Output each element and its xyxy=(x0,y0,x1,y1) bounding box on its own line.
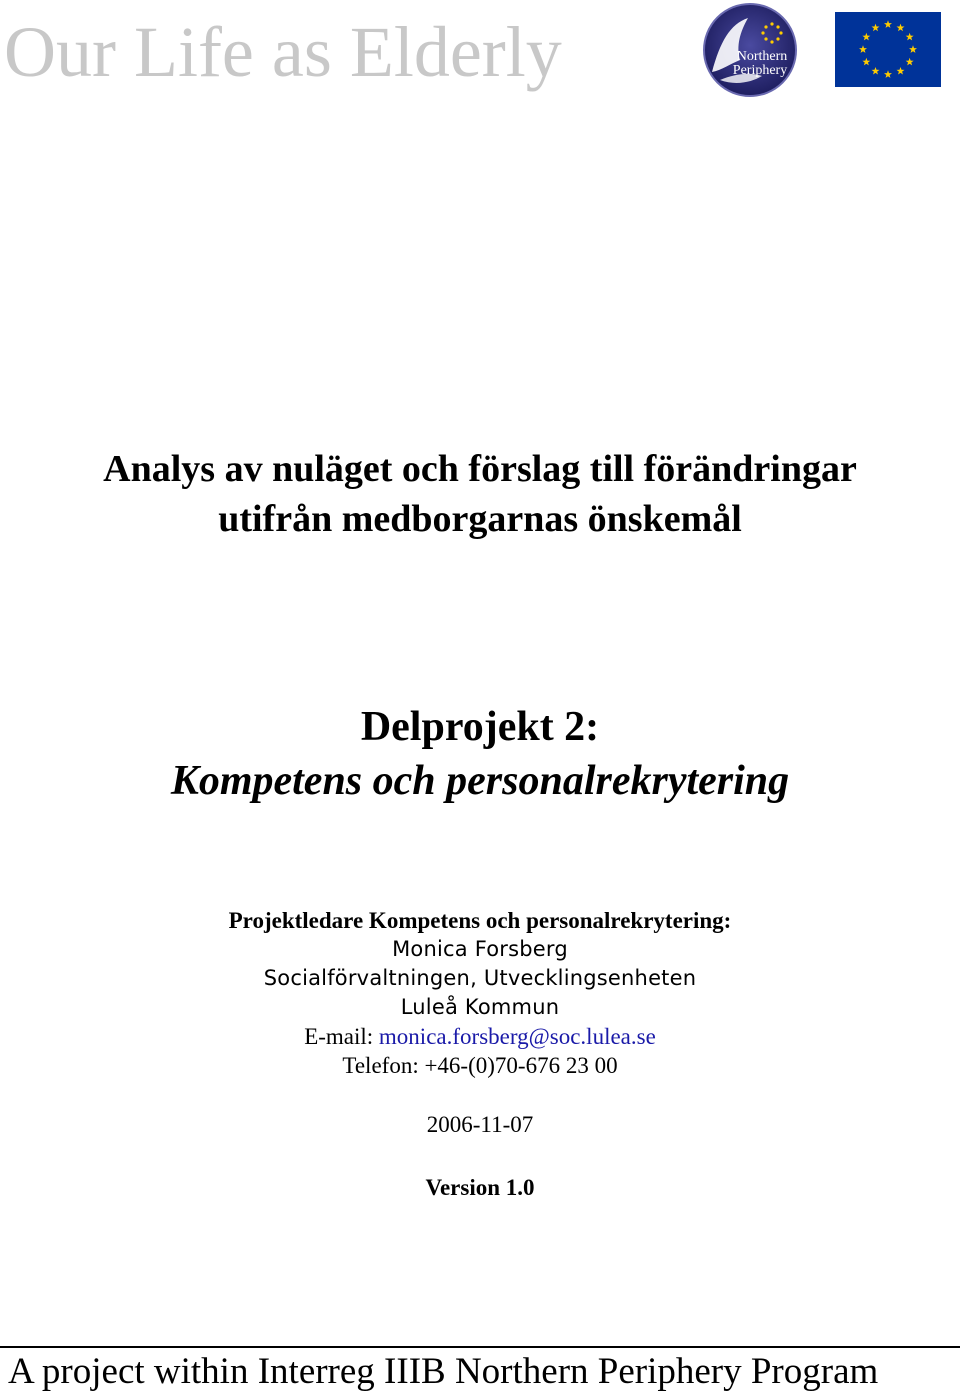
contact-name: Monica Forsberg xyxy=(392,937,568,961)
document-date: 2006-11-07 xyxy=(426,1112,534,1137)
contact-department: Socialförvaltningen, Utvecklingsenheten xyxy=(263,966,697,990)
logo-text-northern: Northern xyxy=(736,49,788,64)
northern-periphery-logo xyxy=(700,2,800,98)
role-label: Projektledare Kompetens och personalrekrytering: xyxy=(228,908,732,933)
email-row xyxy=(0,1022,960,1051)
email-label: E-mail: xyxy=(304,1024,379,1049)
eu-flag-icon xyxy=(835,12,941,87)
contact-municipality: Luleå Kommun xyxy=(400,995,560,1019)
subproject-number: Delprojekt 2: xyxy=(360,704,600,750)
header-title: Our Life as Elderly xyxy=(4,12,562,92)
subproject-title: Kompetens och personalrekrytering xyxy=(170,758,790,804)
document-version: Version 1.0 xyxy=(425,1175,535,1200)
contact-block xyxy=(0,906,960,1080)
main-title xyxy=(0,444,960,544)
email-link[interactable]: monica.forsberg@soc.lulea.se xyxy=(378,1024,656,1049)
main-title-line2: utifrån medborgarnas önskemål xyxy=(218,498,742,540)
footer-divider xyxy=(0,1346,960,1348)
footer-text: A project within Interreg IIIB Northern Periphery Program xyxy=(8,1351,879,1392)
contact-phone: Telefon: +46-(0)70-676 23 00 xyxy=(342,1053,618,1078)
logo-text-periphery: Periphery xyxy=(732,63,788,78)
main-title-line1: Analys av nuläget och förslag till förändringar xyxy=(103,448,857,490)
subproject-heading xyxy=(0,700,960,808)
